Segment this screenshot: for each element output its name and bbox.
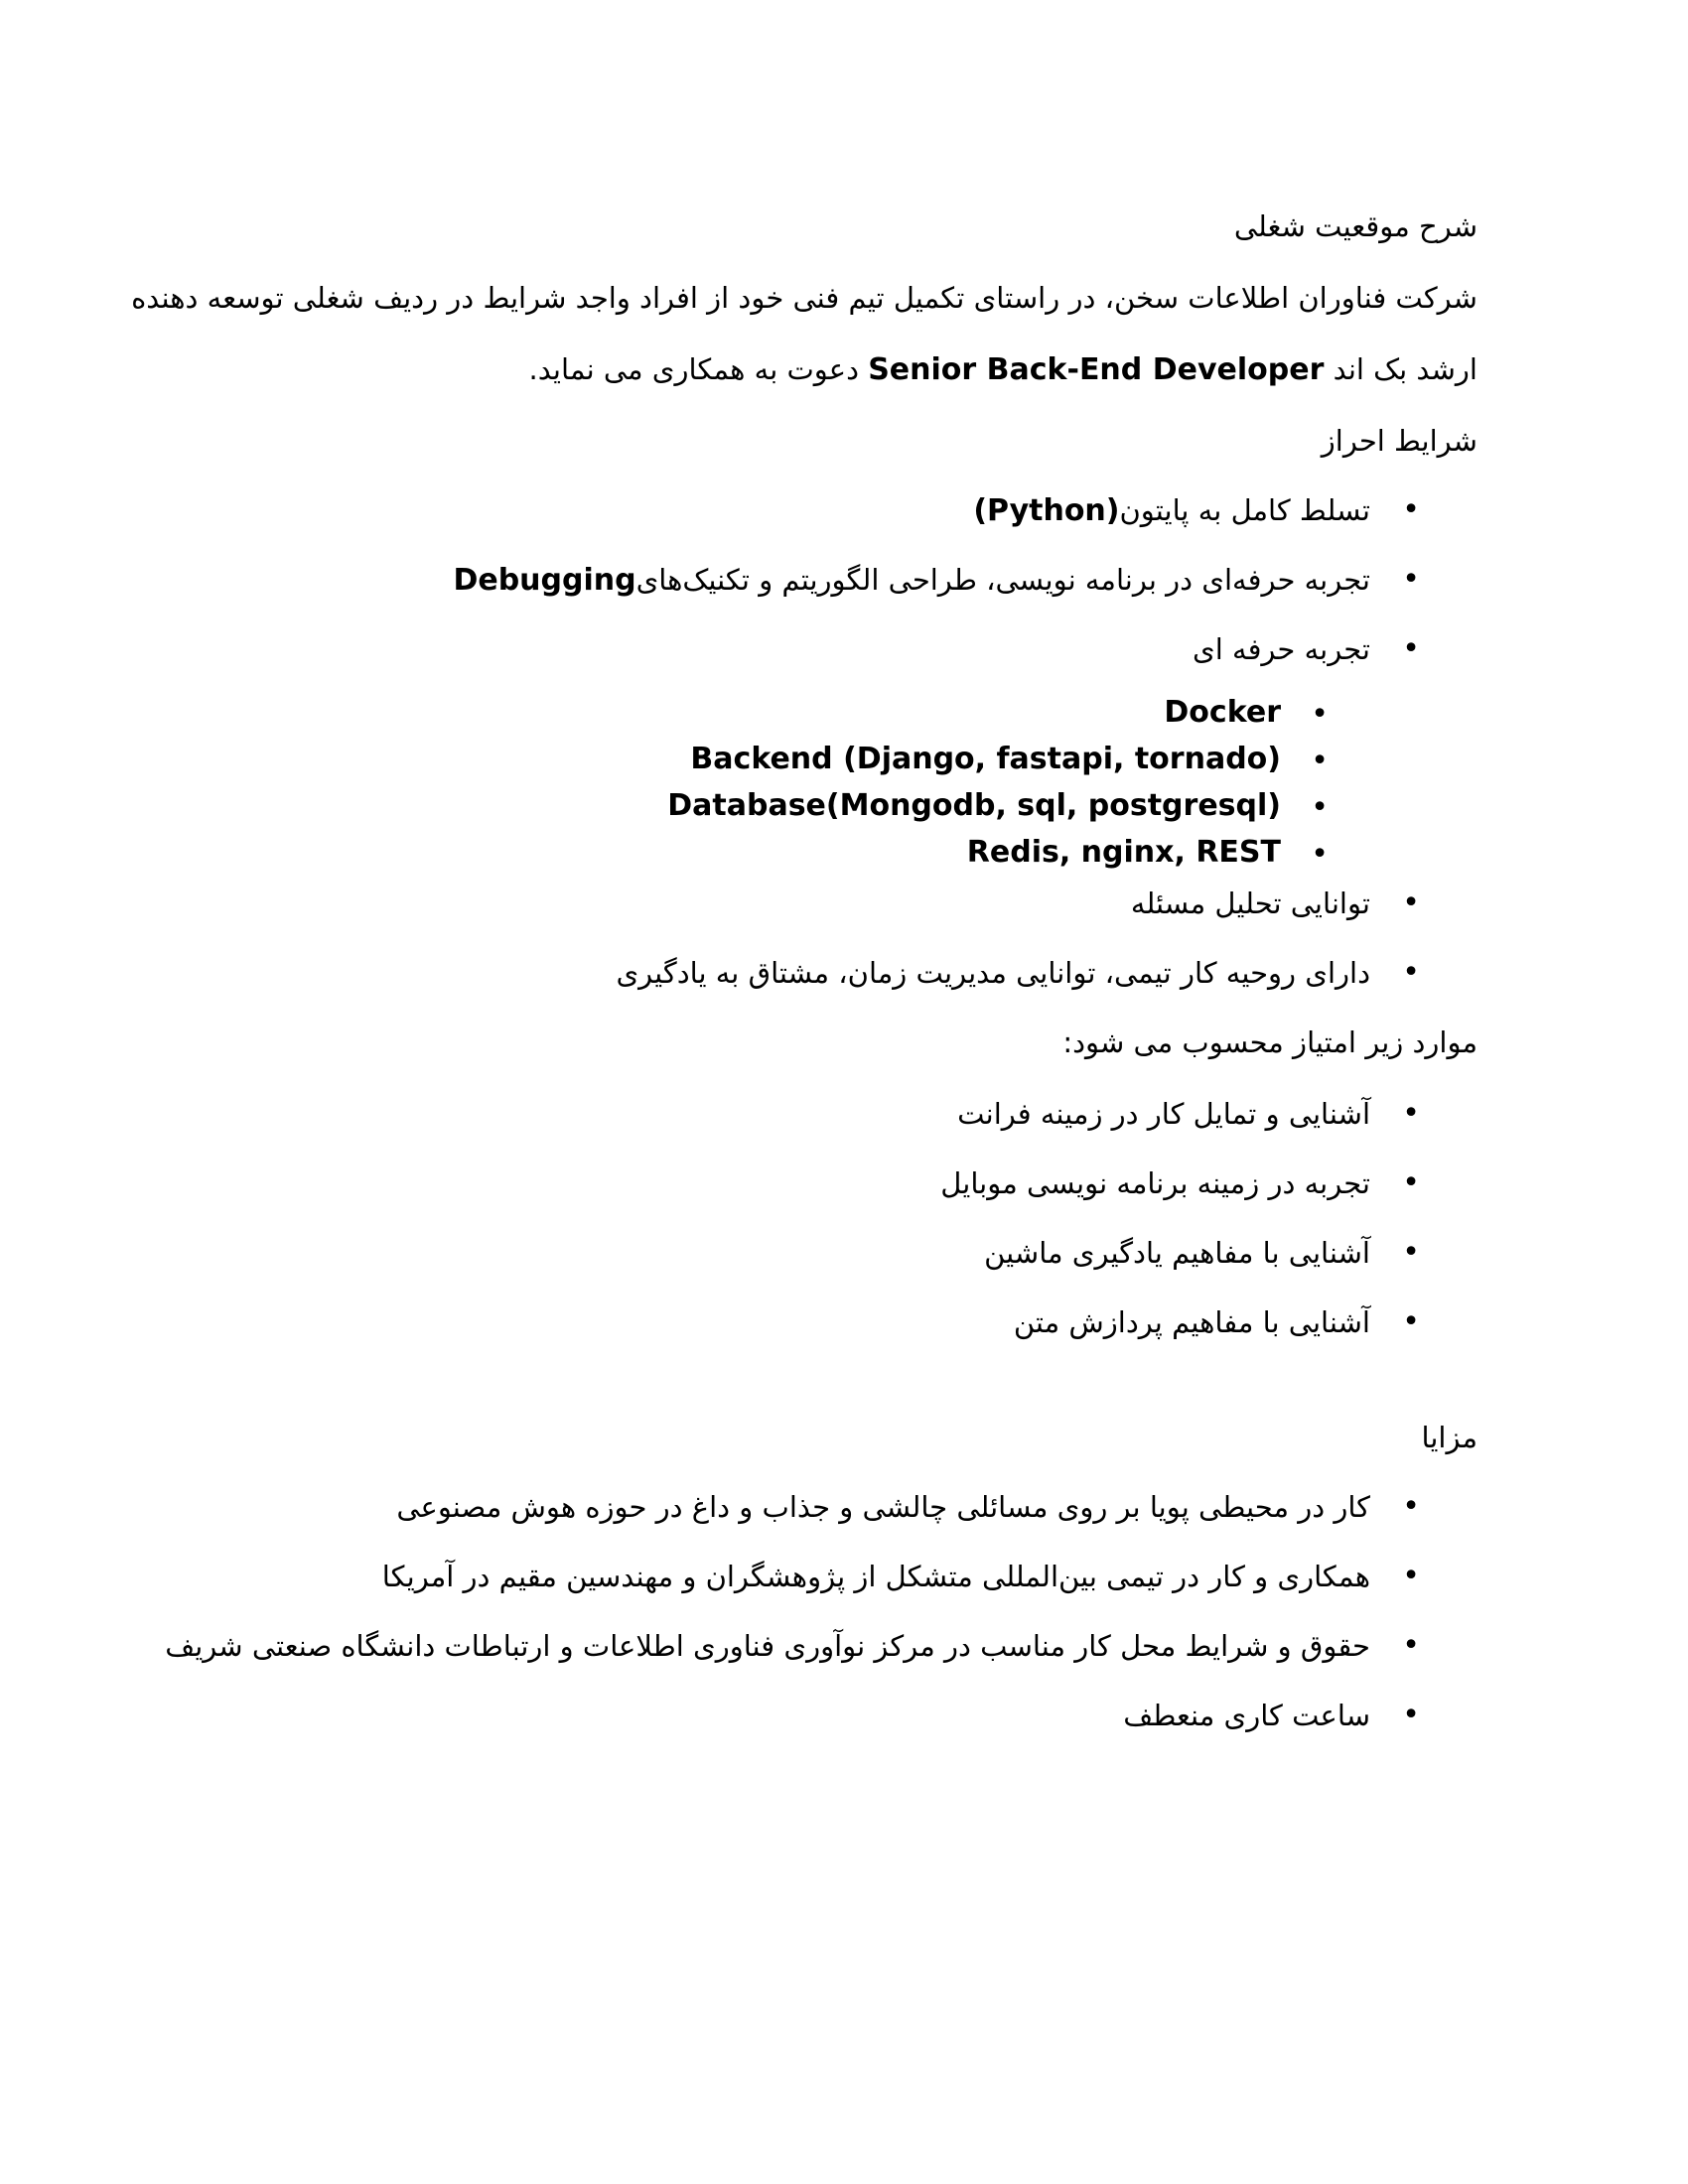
bonus-item: آشنایی با مفاهیم یادگیری ماشین bbox=[984, 1236, 1370, 1270]
benefit-item: همکاری و کار در تیمی بین‌المللی متشکل از پژوهشگران و مهندسین مقیم در آمریکا bbox=[381, 1560, 1370, 1593]
sub-item: Database(Mongodb, sql, postgresql) bbox=[667, 788, 1281, 823]
requirement-item-text: تجربه حرفه‌ای در برنامه نویسی، طراحی الگوریتم و تکنیک‌های bbox=[635, 563, 1370, 597]
bullet-icon bbox=[1402, 1302, 1420, 1342]
intro-line-2-prefix: ارشد بک اند bbox=[1333, 352, 1477, 386]
sub-bullet-icon bbox=[1311, 695, 1329, 735]
benefit-item: کار در محیطی پویا بر روی مسائلی چالشی و جذاب و داغ در حوزه هوش مصنوعی bbox=[396, 1490, 1370, 1524]
bullet-icon bbox=[1402, 1557, 1420, 1596]
requirement-item-text: تسلط کامل به پایتون bbox=[1119, 493, 1370, 527]
requirement-item: تجربه حرفه ای bbox=[1193, 632, 1370, 666]
requirement-item-latin: Debugging bbox=[453, 563, 636, 598]
sub-item: Redis, nginx, REST bbox=[966, 835, 1281, 870]
bonus-item: آشنایی با مفاهیم پردازش متن bbox=[1013, 1305, 1370, 1339]
benefit-item: حقوق و شرایط محل کار مناسب در مرکز نوآوری فناوری اطلاعات و ارتباطات دانشگاه صنعتی شریف bbox=[165, 1629, 1370, 1663]
bullet-icon bbox=[1402, 629, 1420, 669]
requirements-heading: شرایط احراز bbox=[1321, 424, 1477, 458]
page-title: شرح موقعیت شغلی bbox=[1233, 209, 1477, 243]
requirement-item: دارای روحیه کار تیمی، توانایی مدیریت زمان، مشتاق به یادگیری bbox=[616, 956, 1370, 990]
bonus-item: آشنایی و تمایل کار در زمینه فرانت bbox=[957, 1097, 1370, 1131]
bullet-icon bbox=[1402, 1696, 1420, 1735]
requirement-item bbox=[453, 560, 1370, 601]
sub-bullet-icon bbox=[1311, 788, 1329, 828]
bullet-icon bbox=[1402, 1487, 1420, 1527]
sub-item: Docker bbox=[1164, 695, 1281, 730]
bullet-icon bbox=[1402, 953, 1420, 993]
sub-bullet-icon bbox=[1311, 742, 1329, 781]
bullet-icon bbox=[1402, 1626, 1420, 1666]
bullet-icon bbox=[1402, 1163, 1420, 1203]
bullet-icon bbox=[1402, 560, 1420, 600]
intro-line-1: شرکت فناوران اطلاعات سخن، در راستای تکمیل تیم فنی خود از افراد واجد شرایط در ردیف شغلی توسعه دهنده bbox=[131, 281, 1477, 315]
requirement-item: توانایی تحلیل مسئله bbox=[1130, 887, 1370, 920]
requirement-item-latin: (Python) bbox=[973, 493, 1120, 528]
intro-line-2-suffix: دعوت به همکاری می نماید. bbox=[528, 352, 859, 386]
bullet-icon bbox=[1402, 884, 1420, 923]
intro-line-2 bbox=[528, 349, 1477, 390]
sub-item: Backend (Django, fastapi, tornado) bbox=[690, 742, 1281, 776]
bullet-icon bbox=[1402, 490, 1420, 530]
benefit-item: ساعت کاری منعطف bbox=[1123, 1699, 1370, 1732]
sub-bullet-icon bbox=[1311, 835, 1329, 875]
bullet-icon bbox=[1402, 1233, 1420, 1273]
bullet-icon bbox=[1402, 1094, 1420, 1134]
benefits-heading: مزایا bbox=[1421, 1421, 1477, 1454]
requirement-item bbox=[973, 490, 1370, 531]
bonus-item: تجربه در زمینه برنامه نویسی موبایل bbox=[940, 1166, 1370, 1200]
bonus-heading: موارد زیر امتیاز محسوب می شود: bbox=[1062, 1025, 1477, 1059]
job-role: Senior Back-End Developer bbox=[868, 352, 1325, 387]
